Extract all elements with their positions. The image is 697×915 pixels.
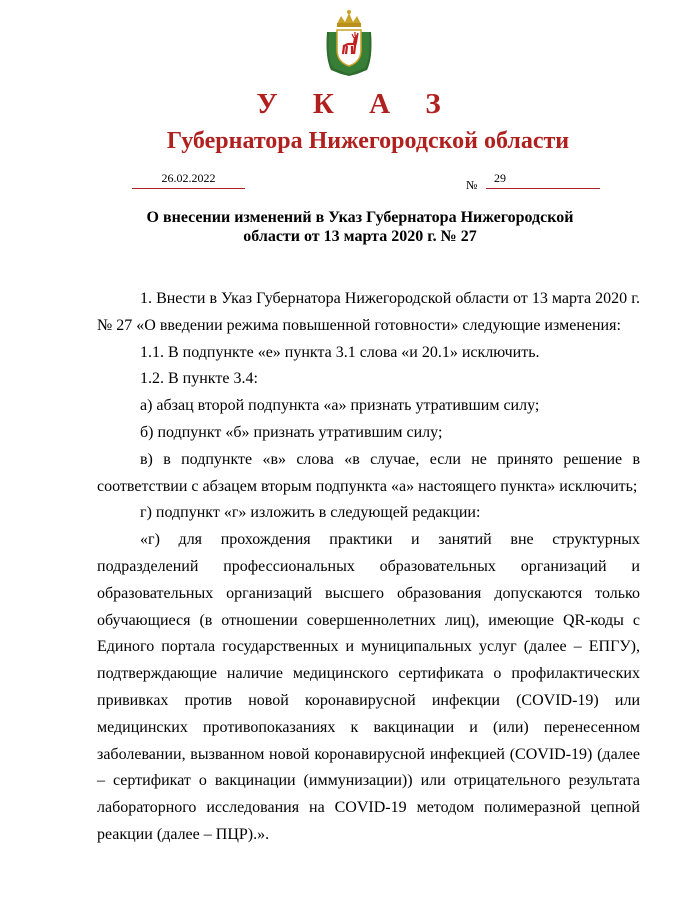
document-issuer: Губернатора Нижегородской области (166, 128, 570, 154)
paragraph-1-2: 1.2. В пункте 3.4: (140, 370, 258, 388)
paragraph-v: в) в подпункте «в» слова «в случае, если не принято решение в соответствии с абзацем вторым подпункта «а» настоящего пункта» исключить; (97, 450, 640, 495)
subject-line-1: О внесении изменений в Указ Губернатора Нижегородской (146, 209, 574, 226)
paragraph-1-1: 1.1. В подпункте «е» пункта 3.1 слова «и 20.1» исключить. (140, 343, 540, 361)
paragraph-1: 1. Внести в Указ Губернатора Нижегородской области от 13 марта 2020 г. № 27 «О введении режима повышенной готовности» следующие изменения: (97, 290, 640, 334)
paragraph-g-text: «г) для прохождения практики и занятий вне структурных подразделений профессиональных образовательных организаций и образовательных организаций высшего образования допускаются только обучающиеся (в отношении совершеннолетних лиц), имеющие QR-коды с Единого портала государственных и муниципальных услуг (далее – ЕПГУ), подтверждающие наличие медицинского сертификата о профилактических прививках против новой коронавирусной инфекции (COVID-19) или медицинских противопоказаниях к вакцинации и (или) перенесенном заболевании, вызванном новой коронавирусной инфекцией (COVID-19) (далее – сертификат о вакцинации (иммунизации)) или отрицательного результата лабораторного исследования на COVID-19 методом полимеразной цепной реакции (далее – ПЦР).». (97, 531, 640, 843)
paragraph-b: б) подпункт «б» признать утратившим силу; (140, 423, 443, 441)
number-sign: № (466, 178, 478, 192)
document-title: У К А З (256, 88, 455, 120)
paragraph-a: а) абзац второй подпункта «а» признать утратившим силу; (140, 397, 540, 415)
document-number: 29 (486, 171, 600, 189)
document-body (97, 286, 640, 849)
document-subject (110, 208, 610, 246)
subject-line-2: области от 13 марта 2020 г. № 27 (243, 228, 477, 245)
document-date: 26.02.2022 (132, 171, 245, 189)
coat-of-arms-icon (323, 8, 375, 78)
paragraph-g: г) подпункт «г» изложить в следующей редакции: (140, 504, 481, 522)
